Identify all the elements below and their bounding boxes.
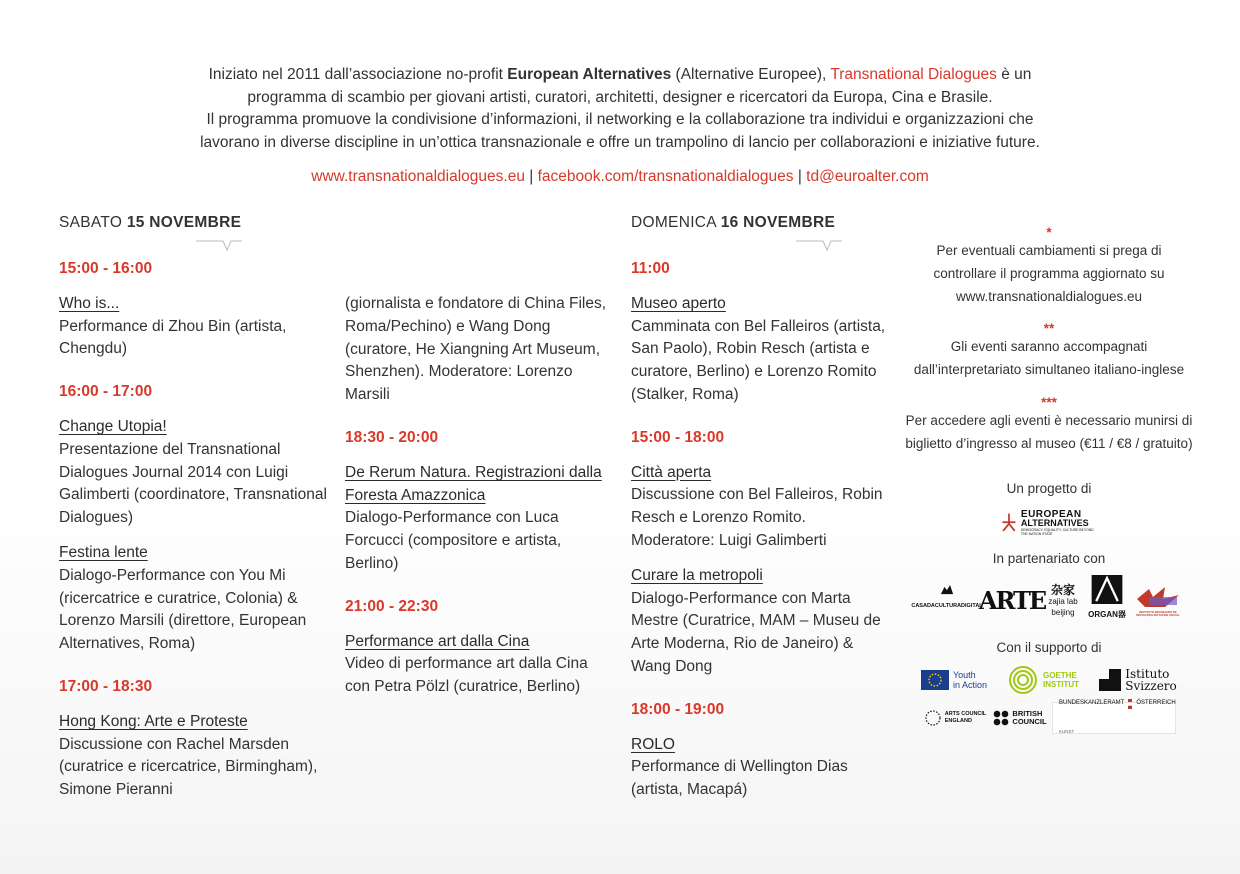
program-name: Transnational Dialogues	[830, 66, 997, 83]
event-title[interactable]: ROLO	[631, 735, 675, 753]
logo-text: beijing	[1051, 607, 1075, 617]
note-tickets: Per accedere agli eventi è necessario munirsi di biglietto d’ingresso al museo (€11 / €8 / gratuito)	[905, 412, 1193, 451]
facebook-link[interactable]: facebook.com/transnationaldialogues	[537, 168, 794, 185]
goethe-institut-logo	[1007, 664, 1079, 696]
logo-text: INSTITUT	[1043, 679, 1079, 689]
support-logo-row-1	[905, 664, 1193, 696]
event-description: Performance di Wellington Dias (artista, Macapá)	[631, 758, 848, 799]
separator: |	[524, 168, 538, 185]
info-sidebar	[905, 220, 1193, 734]
org-name: European Alternatives	[507, 66, 672, 83]
logo-text: INSTITUTO BRASILEIRO DE INOVAÇÕES EM SAÚDE SOCIAL	[1136, 610, 1180, 618]
event-description: (giornalista e fondatore di China Files, Roma/Pechino) e Wang Dong (curatore, He Xiangning Art Museum, Shenzhen). Moderatore: Lorenzo Marsili	[345, 295, 607, 404]
event-item	[59, 711, 327, 802]
logo-text: 杂家	[1050, 582, 1075, 597]
event-description: Camminata con Bel Falleiros (artista, San Paolo), Robin Resch (artista e curatore, Berlino) e Lorenzo Romito (Stalker, Roma)	[631, 317, 886, 403]
website-link[interactable]: www.transnationaldialogues.eu	[311, 168, 525, 185]
intro-line-1	[120, 64, 1120, 87]
istituto-svizzero-logo	[1095, 665, 1181, 695]
instituto-brasileiro-logo	[1134, 581, 1182, 621]
support-logo-row-2	[905, 702, 1193, 734]
event-title[interactable]: Curare la metropoli	[631, 566, 763, 584]
logo-text: zajia lab	[1048, 596, 1078, 606]
separator: |	[793, 168, 807, 185]
intro-line-4: lavorano in diverse discipline in un’ottica transnazionale e offre un trampolino di lancio per collaborazioni e iniziative future.	[200, 134, 1040, 152]
logo-text: BRITISH	[1012, 708, 1043, 718]
heading-pointer-icon	[196, 240, 242, 252]
ea-mark-icon	[1001, 508, 1017, 538]
event-description: Performance di Zhou Bin (artista, Chengdu)	[59, 317, 287, 358]
partner-logo-row	[905, 575, 1193, 627]
partner-label: In partenariato con	[992, 551, 1106, 567]
event-title[interactable]: Performance art dalla Cina	[345, 632, 530, 650]
eu-flag-icon	[921, 670, 949, 690]
time-slot: 11:00	[631, 260, 670, 277]
bundeskanzleramt-logo	[1052, 702, 1176, 734]
intro-text-part: è un	[996, 66, 1032, 83]
note-updates: Per eventuali cambiamenti si prega di controllare il programma aggiornato su www.transnationaldialogues.eu	[933, 243, 1165, 304]
time-slot: 17:00 - 18:30	[59, 677, 153, 695]
project-label: Un progetto di	[1006, 480, 1092, 496]
arte-logo	[978, 581, 1046, 621]
note-interpreting: Gli eventi saranno accompagnati dall’interpretariato simultaneo italiano-inglese	[913, 339, 1185, 378]
event-title[interactable]: Who is...	[59, 294, 120, 312]
european-alternatives-logo	[1001, 504, 1097, 542]
day-name: SABATO	[59, 214, 127, 231]
day-date: 16 NOVEMBRE	[720, 214, 836, 231]
event-title[interactable]: Change Utopia!	[59, 417, 167, 435]
goethe-circle-icon	[1007, 664, 1039, 696]
sunday-column	[631, 258, 893, 814]
casa-cultura-digital-icon	[933, 584, 961, 595]
time-slot: 15:00 - 18:00	[631, 428, 725, 446]
event-item	[345, 462, 607, 576]
event-description: Discussione con Rachel Marsden (curatrice e ricercatrice, Birmingham), Simone Pieranni	[59, 735, 318, 799]
event-description: Dialogo-Performance con Luca Forcucci (compositore e artista, Berlino)	[345, 509, 562, 572]
logo-text: EUROPEAN	[1020, 509, 1082, 521]
event-item	[59, 542, 327, 656]
intro-text	[120, 64, 1120, 155]
event-description: Dialogo-Performance con Marta Mestre (Curatrice, MAM – Museu de Arte Moderna, Rio de Janeiro) & Wang Dong	[631, 589, 881, 675]
svizzero-mark-icon	[1099, 669, 1121, 691]
time-slot: 18:00 - 19:00	[631, 700, 725, 718]
logo-text: ENGLAND	[944, 717, 972, 724]
logo-text: ALTERNATIVES	[1020, 518, 1089, 529]
sunday-heading	[631, 214, 835, 232]
intro-line-2: programma di scambio per giovani artisti, curatori, architetti, designer e ricercatori da Europa, Cina e Brasile.	[247, 88, 993, 106]
event-description: Presentazione del Transnational Dialogues Journal 2014 con Luigi Galimberti (coordinatore, Transnational Dialogues)	[59, 440, 327, 527]
event-item	[631, 565, 893, 679]
time-slot: 15:00 - 16:00	[59, 260, 153, 277]
logo-text: COUNCIL	[1012, 716, 1047, 726]
intro-text-part: (Alternative Europee),	[671, 66, 831, 83]
heading-pointer-icon	[796, 240, 842, 252]
project-logo-row	[905, 504, 1193, 542]
austria-flag-icon	[1128, 699, 1132, 709]
zajia-lab-logo	[1046, 576, 1080, 626]
event-item	[345, 631, 607, 699]
time-slot: 21:00 - 22:30	[345, 597, 439, 615]
event-item	[631, 734, 893, 802]
organ-logo	[1086, 575, 1128, 627]
saturday-heading	[59, 214, 241, 232]
logo-text: Svizzero	[1125, 678, 1177, 693]
logo-tagline: DEMOCRACY, EQUALITY, CULTURE BEYOND THE NATION STATE	[1020, 528, 1094, 537]
logo-text: Youth	[952, 669, 976, 680]
time-slot: 18:30 - 20:00	[345, 428, 439, 446]
event-title[interactable]: Museo aperto	[631, 294, 726, 312]
logo-text: ARTE	[978, 585, 1046, 615]
logo-text: GOETHE	[1043, 670, 1077, 680]
youth-in-action-logo	[917, 667, 991, 693]
contact-links	[120, 168, 1120, 186]
arts-council-england-logo	[922, 706, 988, 730]
british-council-logo	[992, 706, 1048, 730]
intro-line-3: Il programma promuove la condivisione d’informazioni, il networking e la collaborazione tra individui e organizzazioni che	[206, 111, 1034, 129]
logo-text: ARTS COUNCIL	[944, 710, 987, 717]
event-title[interactable]: Città aperta	[631, 463, 712, 481]
asterisk-marker: **	[1043, 321, 1055, 337]
support-label: Con il supporto di	[996, 640, 1102, 656]
event-title[interactable]: Festina lente	[59, 543, 148, 561]
asterisk-marker: ***	[1041, 394, 1057, 410]
intro-text-part: Iniziato nel 2011 dall’associazione no-profit	[208, 66, 508, 83]
event-title[interactable]: De Rerum Natura. Registrazioni dalla Foresta Amazzonica	[345, 463, 602, 504]
time-slot: 16:00 - 17:00	[59, 383, 153, 401]
event-description: Dialogo-Performance con You Mi (ricercatrice e curatrice, Colonia) & Lorenzo Marsili (direttore, European Alternatives, Roma)	[59, 566, 307, 653]
logo-text: CASADACULTURADIGITAL	[911, 603, 983, 610]
asterisk-marker: *	[1046, 225, 1052, 240]
arts-council-icon	[924, 709, 942, 727]
organ-icon	[1087, 575, 1127, 604]
saturday-column-1	[59, 258, 327, 814]
logo-text: ORGAN器	[1088, 610, 1126, 620]
bird-icon	[1135, 585, 1181, 611]
saturday-column-2	[345, 293, 607, 711]
day-date: 15 NOVEMBRE	[126, 214, 242, 231]
event-item	[631, 293, 893, 407]
event-description: Discussione con Bel Falleiros, Robin Resch e Lorenzo Romito. Moderatore: Luigi Galimberti	[631, 486, 883, 549]
casa-cultura-digital-logo	[911, 584, 983, 618]
event-item	[631, 462, 893, 553]
event-item	[345, 293, 607, 407]
logo-text: KUNST	[1059, 728, 1075, 734]
british-council-dots-icon	[993, 710, 1009, 726]
event-title[interactable]: Hong Kong: Arte e Proteste	[59, 712, 248, 730]
event-item	[59, 416, 327, 530]
event-item	[59, 293, 327, 361]
event-description: Video di performance art dalla Cina con Petra Pölzl (curatrice, Berlino)	[345, 655, 588, 696]
logo-text: in Action	[952, 679, 988, 690]
email-link[interactable]: td@euroalter.com	[806, 168, 929, 185]
logo-text: BUNDESKANZLERAMT	[1059, 700, 1125, 707]
day-name: DOMENICA	[631, 214, 721, 231]
logo-text: Istituto	[1125, 666, 1170, 681]
logo-text: ÖSTERREICH	[1136, 700, 1176, 707]
